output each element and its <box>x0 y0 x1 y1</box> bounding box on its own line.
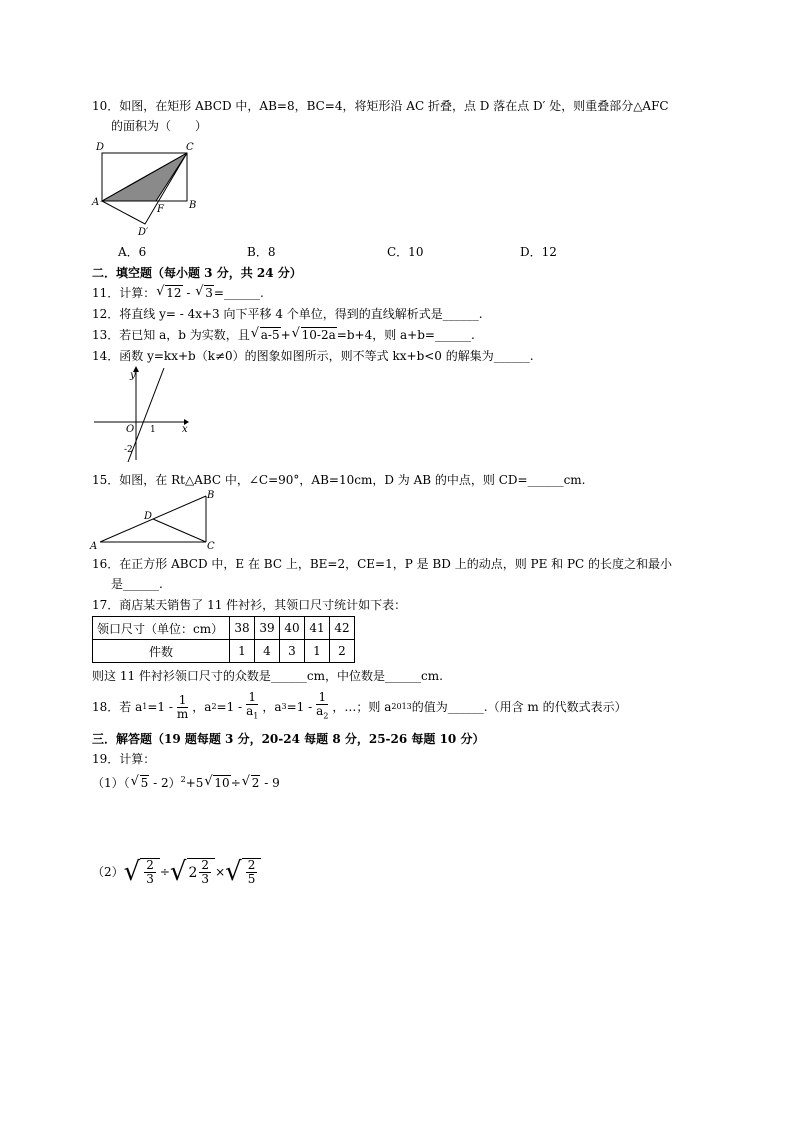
q16-line1: 16．在正方形 ABCD 中，E 在 BC 上，BE=2，CE=1，P 是 BD 上的动点，则 PE 和 PC 的长度之和最小 <box>92 557 673 571</box>
q13-prefix: 13．若已知 a，b 为实数，且 <box>92 328 250 342</box>
q11-sqrt-3: √ 3 <box>195 285 214 301</box>
q10-line1: 10．如图，在矩形 ABCD 中，AB=8，BC=4，将矩形沿 AC 折叠，点 D 落在点 D′ 处，则重叠部分△AFC <box>92 99 669 113</box>
q19-p2-times: × <box>215 865 226 879</box>
q17-size-cell: 39 <box>255 617 280 640</box>
q19-p2-prefix: （2） <box>92 865 124 879</box>
q19-part2 <box>92 852 261 892</box>
q11-sqrt-12: √ 12 <box>156 285 182 301</box>
q11-prefix: 11．计算： <box>92 286 156 300</box>
q17-size-cell: 40 <box>280 617 305 640</box>
q18-frac1: $\frac{1}{m}$ <box>176 692 189 721</box>
q17-table-count-head: 件数 <box>93 640 230 663</box>
q13 <box>92 327 475 343</box>
q18-eq2: =1 - <box>216 700 243 714</box>
q17-size-table <box>92 616 355 663</box>
q17-size-cell: 41 <box>305 617 330 640</box>
q18-frac3: $\frac{1}{a_2}$ <box>316 690 329 721</box>
section3-heading: 三．解答题（19 题每题 3 分，20-24 每题 8 分，25-26 每题 10 分） <box>92 732 485 746</box>
q18-frac2: $\frac{1}{a_1}$ <box>246 690 259 721</box>
q18-mid2: ，a <box>262 700 282 714</box>
q10-option-d: D．12 <box>520 245 557 259</box>
q19-p2-div: ÷ <box>159 865 170 879</box>
q11 <box>92 285 264 301</box>
q10-label-A: A <box>92 197 100 208</box>
q19-p1-sqrt10: √ 10 <box>204 775 230 791</box>
q17-count-cell: 3 <box>280 640 305 663</box>
q13-plus: + <box>280 328 291 342</box>
q18-sub4: 2013 <box>391 702 412 711</box>
table-row <box>93 640 355 663</box>
q18-sub2: 2 <box>211 702 217 711</box>
q13-sqrt-2: √ 10-2a <box>292 327 337 343</box>
q15-label-C: C <box>207 541 215 550</box>
q19-p1-prefix: （1）（ <box>92 776 130 790</box>
q19-p1-plus: +5 <box>185 776 204 790</box>
q14-label-1: 1 <box>150 425 156 435</box>
q17-table-head: 领口尺寸（单位：cm） <box>93 617 230 640</box>
q19-part1 <box>92 772 280 791</box>
q17-count-cell: 1 <box>305 640 330 663</box>
q19-p2-sqrt-c: √ $\frac{2}{5}$ <box>225 858 261 886</box>
q17-count-cell: 2 <box>330 640 355 663</box>
section2-heading: 二．填空题（每小题 3 分，共 24 分） <box>92 266 302 280</box>
q19-p1-tail: - 9 <box>260 776 280 790</box>
q17-size-cell: 38 <box>230 617 255 640</box>
q10-label-C: C <box>186 142 194 153</box>
table-row <box>93 617 355 640</box>
q14-label-origin: O <box>126 424 135 435</box>
q19-p1-sup: 2 <box>180 775 186 784</box>
q17-line1: 17．商店某天销售了 11 件衬衫，其领口尺寸统计如下表： <box>92 598 407 612</box>
q10-line2: 的面积为（ ） <box>111 119 208 133</box>
q10-label-B: B <box>189 200 197 211</box>
q19-title: 19．计算： <box>92 752 156 766</box>
q18-eq1: =1 - <box>147 700 173 714</box>
q17-count-cell: 4 <box>255 640 280 663</box>
q10-label-D: D <box>96 142 105 153</box>
q19-p1-sqrt5: √ 5 <box>131 775 150 791</box>
q10-option-c: C．10 <box>387 245 424 259</box>
q14-text: 14．函数 y=kx+b（k≠0）的图象如图所示，则不等式 kx+b<0 的解集为______. <box>92 349 534 363</box>
q15-text: 15．如图，在 Rt△ABC 中，∠C=90°，AB=10cm，D 为 AB 的中点，则 CD=______cm. <box>92 473 586 487</box>
q18 <box>92 690 627 724</box>
q10-label-F: F <box>157 204 164 215</box>
q12: 12．将直线 y= - 4x+3 向下平移 4 个单位，得到的直线解析式是______. <box>92 307 483 321</box>
q18-tail: ，…；则 a <box>332 700 392 714</box>
q14-label-x: x <box>182 424 188 435</box>
q11-suffix: =______. <box>213 286 264 300</box>
q11-minus: - <box>182 286 195 300</box>
q19-p2-sqrt-b: √ 2 $\frac{2}{3}$ <box>170 858 215 886</box>
q18-prefix: 18．若 a <box>92 700 143 714</box>
q18-end: 的值为______.（用含 m 的代数式表示） <box>411 700 627 714</box>
q18-sub1: 1 <box>142 702 148 711</box>
q18-sub3: 3 <box>281 702 287 711</box>
q15-figure <box>88 486 228 550</box>
q10-option-b: B．8 <box>247 245 276 259</box>
q10-figure <box>90 138 210 238</box>
q19-p2-sqrt-a: √ $\frac{2}{3}$ <box>124 858 160 886</box>
q17-count-cell: 1 <box>230 640 255 663</box>
q19-p1-div: ÷ <box>230 776 241 790</box>
q14-label-minus2: -2 <box>124 445 133 455</box>
q15-label-A: A <box>90 541 98 550</box>
q19-p1-sqrt2: √ 2 <box>242 775 261 791</box>
q15-label-D: D <box>144 511 153 522</box>
q19-p1-minus2: - 2） <box>149 776 181 790</box>
q15-label-B: B <box>207 490 215 501</box>
q18-mid1: ，a <box>192 700 212 714</box>
q18-eq3: =1 - <box>286 700 313 714</box>
q17-size-cell: 42 <box>330 617 355 640</box>
q13-sqrt-1: √ a-5 <box>251 327 281 343</box>
q16-line2: 是______. <box>111 577 163 591</box>
q17-line2: 则这 11 件衬衫领口尺寸的众数是______cm，中位数是______cm. <box>92 669 443 683</box>
q14-graph <box>90 364 190 464</box>
q14-label-y: y <box>130 370 136 381</box>
q10-label-Dprime: D′ <box>138 227 149 238</box>
q13-suffix: =b+4，则 a+b=______. <box>336 328 475 342</box>
q10-option-a: A．6 <box>118 245 147 259</box>
